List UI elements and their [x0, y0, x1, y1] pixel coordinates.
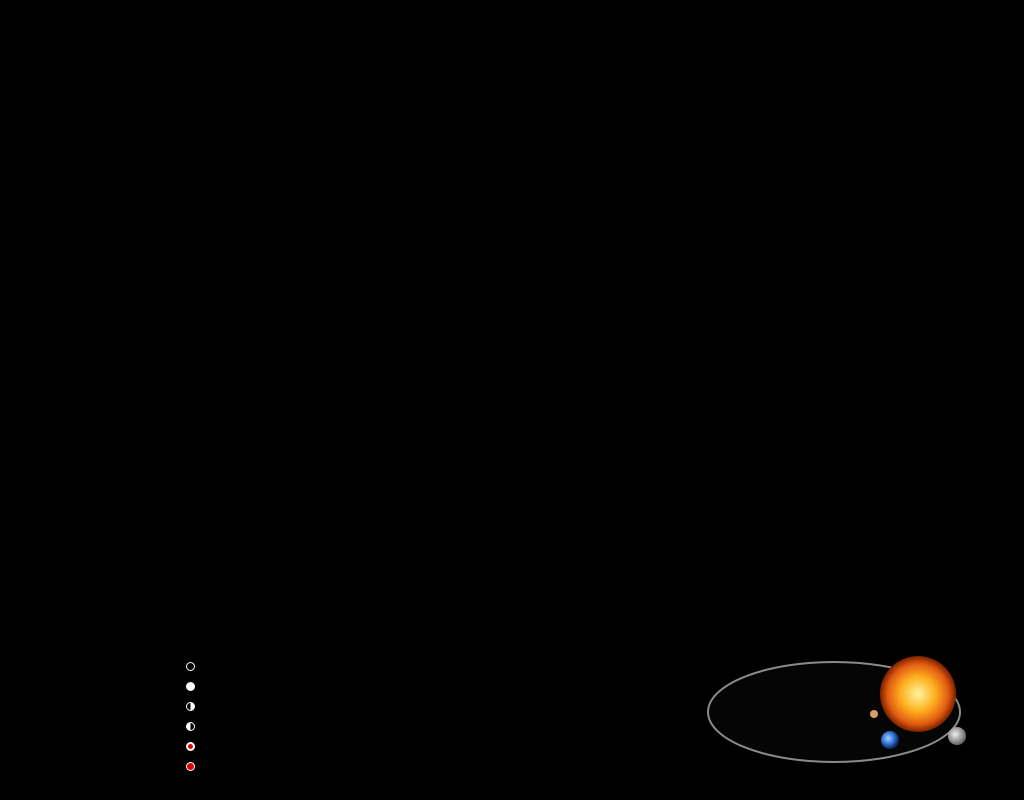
earth-icon — [881, 731, 899, 749]
moon-icon — [948, 727, 966, 745]
new-moon-icon — [186, 662, 195, 671]
sun-icon — [880, 656, 956, 732]
full-moon-icon — [186, 682, 195, 691]
legend-lunar-eclipse — [186, 740, 326, 754]
last-quarter-icon — [186, 722, 195, 731]
solar-eclipse-icon — [186, 762, 195, 771]
logo-graphic — [706, 652, 968, 770]
lunar-eclipse-icon — [186, 742, 195, 751]
galeria-do-meteorito-logo — [706, 652, 968, 770]
legend-new-moon — [186, 660, 326, 674]
first-quarter-icon — [186, 702, 195, 711]
legend-first-quarter — [186, 700, 326, 714]
legend-last-quarter — [186, 720, 326, 734]
planet-icon — [870, 710, 878, 718]
legend-full-moon — [186, 680, 326, 694]
legend-solar-eclipse — [186, 760, 326, 774]
